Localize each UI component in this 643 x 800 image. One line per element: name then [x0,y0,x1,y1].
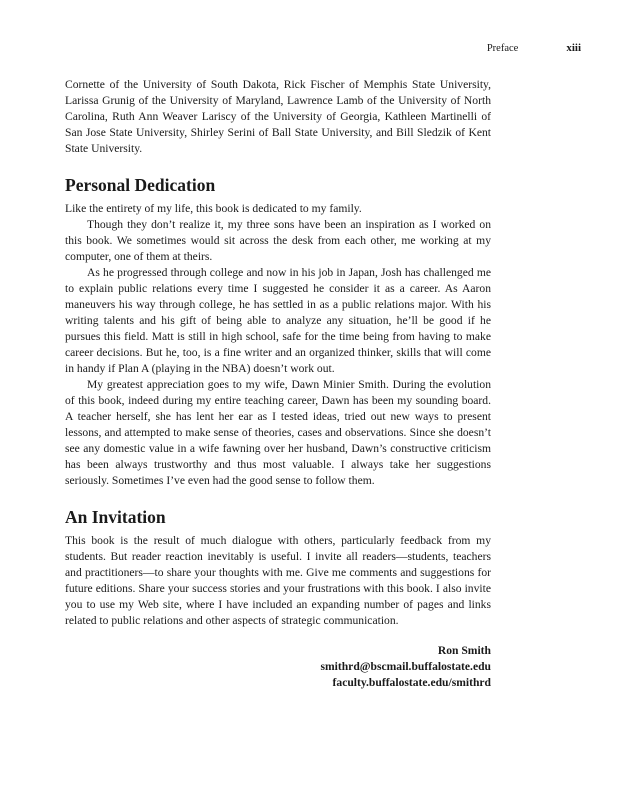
invitation-heading: An Invitation [65,507,166,527]
page-body [65,77,491,691]
page-number: xiii [566,42,581,54]
signature-block [65,643,491,691]
dedication-heading: Personal Dedication [65,175,216,195]
running-header [487,42,581,54]
invitation-paragraph: This book is the result of much dialogue with others, particularly feedback from my students. But reader reaction inevitably is useful. I invite all readers—students, teachers and practitioners—to share your thoughts with me. Give me comments and suggestions for future editions. Share your success stories and your frustrations with this book. I also invite you to use my Web site, where I have included an expanding number of pages and links related to public relations and other aspects of strategic communication. [65,534,491,627]
author-name: Ron Smith [437,644,491,657]
dedication-paragraph-3: As he progressed through college and now in his job in Japan, Josh has challenged me to explain public relations every time I suggested he consider it as a career. As Aaron maneuvers his way through college, he has settled in as a public relations major. With his writing talents and his gift of being able to analyze any situation, he’ll be good if he pursues this field. Matt is still in high school, safe for the time being from having to make career decisions. But he, too, is a fine writer and an organized thinker, skills that will come in handy if Plan A (playing in the NBA) doesn’t work out. [65,266,491,375]
dedication-paragraph-4: My greatest appreciation goes to my wife, Dawn Minier Smith. During the evolution of this book, indeed during my entire teaching career, Dawn has been my sounding board. A teacher herself, she has lent her ear as I tested ideas, tried out new ways to present lessons, and attempted to make sense of theories, cases and observations. Since she doesn’t see any domestic value in a wife fawning over her husband, Dawn’s constructive criticism has been always trustworthy and thus most valuable. I always take her suggestions seriously. Sometimes I’ve even had the good sense to follow them. [65,378,491,487]
dedication-paragraph-1: Like the entirety of my life, this book is dedicated to my family. [65,202,362,215]
section-title: Preface [486,43,519,54]
intro-paragraph: Cornette of the University of South Dakota, Rick Fischer of Memphis State University, Larissa Grunig of the University of Maryland, Lawrence Lamb of the University of North Carolina, Ruth Ann Weaver Lariscy of the University of Georgia, Kathleen Martinelli of San Jose State University, Shirley Serini of Ball State University, and Bill Sledzik of Kent State University. [65,78,491,155]
author-email: smithrd@bscmail.buffalostate.edu [320,660,491,673]
dedication-paragraph-2: Though they don’t realize it, my three sons have been an inspiration as I worked on this book. We sometimes would sit across the desk from each other, me working at my computer, one of them at theirs. [65,218,491,263]
author-website: faculty.buffalostate.edu/smithrd [332,676,491,689]
